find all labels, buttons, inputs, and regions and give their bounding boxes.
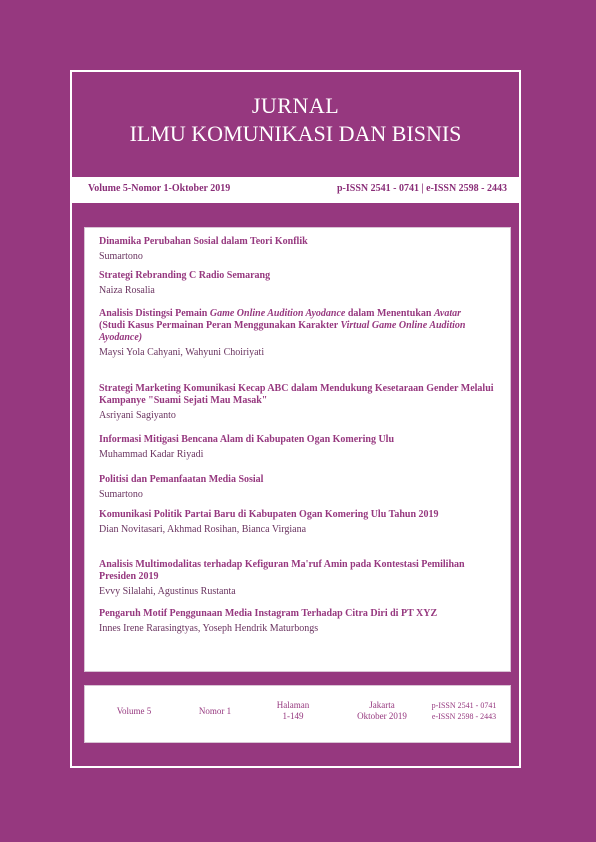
article-item[interactable] <box>99 236 499 263</box>
article-authors: Dian Novitasari, Akhmad Rosihan, Bianca Virgiana <box>99 524 307 535</box>
article-title-part: dalam Menentukan <box>345 308 434 319</box>
footer-e-issn: e-ISSN 2598 - 2443 <box>431 712 497 721</box>
issn-label: p-ISSN 2541 - 0741 | e-ISSN 2598 - 2443 <box>337 183 507 194</box>
article-title <box>99 308 499 320</box>
article-authors: Sumartono <box>99 251 143 262</box>
article-authors: Maysi Yola Cahyani, Wahyuni Choiriyati <box>99 347 265 358</box>
issue-info-strip <box>72 179 519 201</box>
article-title: Analisis Multimodalitas terhadap Kefiguran Ma'ruf Amin pada Kontestasi Pemilihan Presiden 2019 <box>99 559 465 582</box>
footer-halaman-value: 1-149 <box>282 711 304 721</box>
footer-date: Oktober 2019 <box>357 711 407 721</box>
footer-halaman <box>263 700 323 722</box>
article-title-italic: Avatar <box>433 308 461 319</box>
article-authors: Evvy Silalahi, Agustinus Rustanta <box>99 586 236 597</box>
article-authors: Asriyani Sagiyanto <box>99 410 176 421</box>
footer-p-issn: p-ISSN 2541 - 0741 <box>431 701 497 710</box>
issue-label: Volume 5-Nomor 1-Oktober 2019 <box>88 183 231 194</box>
article-authors: Innes Irene Rarasingtyas, Yoseph Hendrik Maturbongs <box>99 623 319 634</box>
article-title-italic: Game Online Audition Ayodance <box>209 308 346 319</box>
article-title: Informasi Mitigasi Bencana Alam di Kabupaten Ogan Komering Ulu <box>99 434 395 445</box>
journal-title <box>72 92 519 148</box>
article-title: Strategi Rebranding C Radio Semarang <box>99 270 271 281</box>
divider-bottom <box>72 201 519 203</box>
journal-title-line1: JURNAL <box>251 93 340 118</box>
article-item[interactable] <box>99 383 499 422</box>
footer-issn <box>423 700 505 722</box>
journal-title-line2: ILMU KOMUNIKASI DAN BISNIS <box>129 121 462 146</box>
footer-halaman-label: Halaman <box>276 700 310 710</box>
article-title: Pengaruh Motif Penggunaan Media Instagram Terhadap Citra Diri di PT XYZ <box>99 608 438 619</box>
footer-volume: Volume 5 <box>116 706 152 716</box>
article-authors: Naiza Rosalia <box>99 285 155 296</box>
article-title-part: Analisis Distingsi Pemain <box>99 308 210 319</box>
article-subtitle-part: (Studi Kasus Permainan Peran Menggunakan Karakter <box>99 320 341 331</box>
article-item[interactable] <box>99 509 499 536</box>
article-authors: Sumartono <box>99 489 143 500</box>
footer-city: Jakarta <box>369 700 395 710</box>
article-title: Dinamika Perubahan Sosial dalam Teori Konflik <box>99 236 308 247</box>
article-title: Politisi dan Pemanfaatan Media Sosial <box>99 474 264 485</box>
article-item[interactable] <box>99 608 499 635</box>
article-subtitle <box>99 320 499 344</box>
article-item[interactable] <box>99 270 499 297</box>
article-item[interactable] <box>99 559 499 598</box>
footer-nomor: Nomor 1 <box>198 706 232 716</box>
table-of-contents <box>85 228 510 671</box>
article-item[interactable] <box>99 474 499 501</box>
footer-place-date <box>347 700 417 722</box>
article-title: Komunikasi Politik Partai Baru di Kabupaten Ogan Komering Ulu Tahun 2019 <box>99 509 439 520</box>
issue-footer <box>85 686 510 742</box>
article-title: Strategi Marketing Komunikasi Kecap ABC dalam Mendukung Kesetaraan Gender Melalui Kampanye "Suami Sejati Mau Masak" <box>99 383 494 406</box>
article-item[interactable] <box>99 308 499 359</box>
article-authors: Muhammad Kadar Riyadi <box>99 449 204 460</box>
article-subtitle-italic: Virtual Game Online Audition Ayodance) <box>99 320 466 343</box>
article-item[interactable] <box>99 434 499 461</box>
